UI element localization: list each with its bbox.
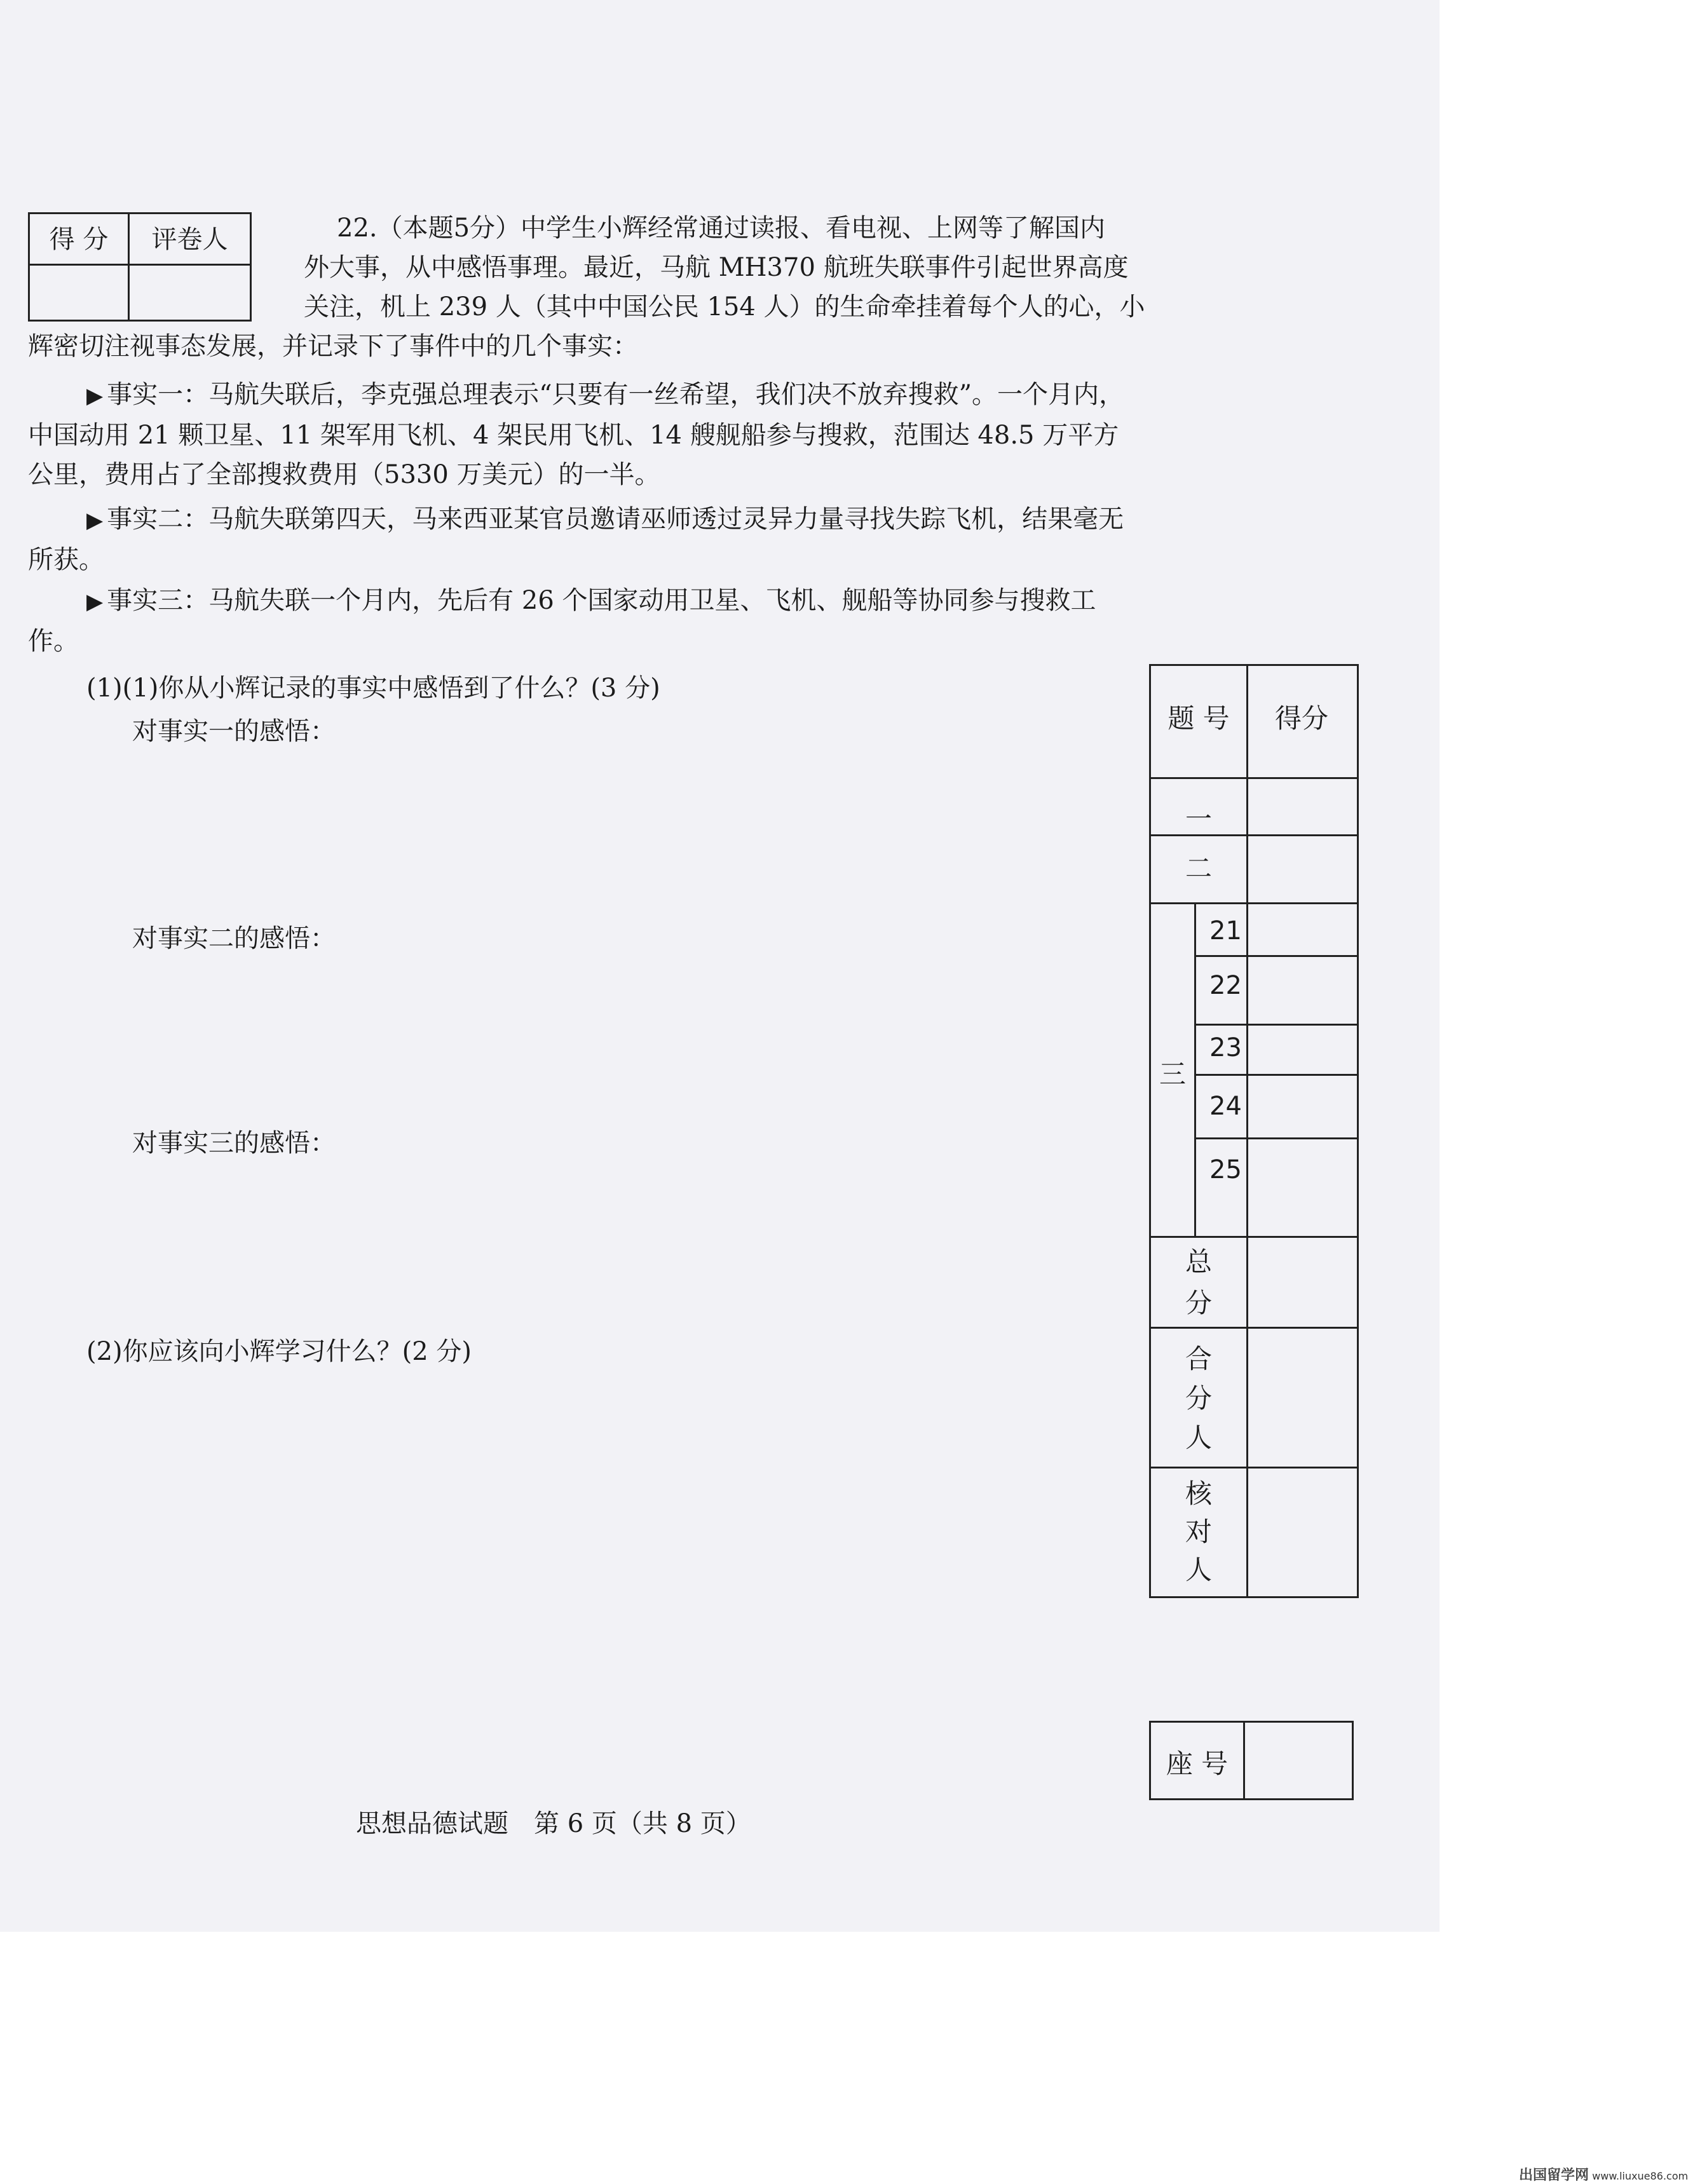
score-table	[1149, 664, 1359, 1598]
row-divider	[1151, 902, 1357, 904]
row-divider	[1151, 1236, 1357, 1238]
row-divider	[1194, 1024, 1357, 1026]
row-divider	[1151, 1467, 1357, 1468]
part-3-label: 三	[1159, 1059, 1186, 1090]
sub-question-1: (1)(1)你从小辉记录的事实中感悟到了什么？(3 分)	[86, 674, 660, 703]
page-footer: 思想品德试题 第 6 页（共 8 页）	[356, 1809, 751, 1838]
combiner-label-3: 人	[1185, 1422, 1212, 1453]
triangle-bullet-icon: ▶	[86, 383, 104, 409]
watermark-url: www.liuxue86.com	[1592, 2170, 1688, 2182]
seat-number-box	[1149, 1721, 1354, 1800]
score-label: 得 分	[49, 225, 109, 254]
score-table-column-divider	[1246, 666, 1248, 1596]
item-25-label: 25	[1209, 1155, 1242, 1184]
fact-3-answer-prompt: 对事实三的感悟：	[132, 1129, 336, 1158]
row-divider	[1151, 1327, 1357, 1329]
part-2-label: 二	[1185, 853, 1212, 884]
watermark-logo	[1519, 2164, 1688, 2184]
checker-label-3: 人	[1185, 1554, 1212, 1585]
question-line-4: 辉密切注视事态发展，并记录下了事件中的几个事实：	[28, 332, 638, 361]
row-divider	[1194, 1074, 1357, 1076]
total-label-1: 总	[1185, 1246, 1212, 1277]
fact-3-text: 事实三：马航失联一个月内，先后有 26 个国家动用卫星、飞机、舰船等协同参与搜救工作。	[28, 586, 1096, 656]
watermark-main-text: 出国留学网	[1519, 2167, 1589, 2183]
seat-number-label: 座 号	[1166, 1748, 1229, 1779]
question-line-2: 外大事，从中感悟事理。最近，马航 MH370 航班失联事件引起世界高度	[304, 253, 1129, 282]
reviewer-label: 评卷人	[151, 225, 228, 254]
item-22-label: 22	[1209, 971, 1242, 1000]
item-23-label: 23	[1209, 1033, 1242, 1062]
fact-1	[28, 375, 1134, 494]
part-1-label: 一	[1185, 803, 1212, 834]
combiner-label-1: 合	[1185, 1343, 1212, 1374]
sub-question-2: (2)你应该向小辉学习什么？(2 分)	[86, 1337, 472, 1366]
scorer-box	[28, 212, 252, 322]
row-divider	[1151, 777, 1357, 779]
fact-1-text: 事实一：马航失联后，李克强总理表示“只要有一丝希望，我们决不放弃搜救”。一个月内，中国动用 21 颗卫星、11 架军用飞机、4 架民用飞机、14 艘舰船参与搜救，范围达 48.5 万平方公里，费用占了全部搜救费用（5330 万美元）的一半。	[28, 380, 1125, 489]
combiner-label-2: 分	[1185, 1383, 1212, 1414]
item-21-label: 21	[1209, 916, 1242, 946]
scorer-box-divider	[30, 264, 250, 266]
row-divider	[1194, 955, 1357, 957]
fact-2-answer-prompt: 对事实二的感悟：	[132, 924, 336, 953]
fact-3	[28, 581, 1134, 661]
checker-label-2: 对	[1185, 1516, 1212, 1547]
item-24-label: 24	[1209, 1092, 1242, 1121]
fact-1-answer-prompt: 对事实一的感悟：	[132, 717, 336, 746]
checker-label-1: 核	[1185, 1478, 1212, 1509]
question-line-3: 关注，机上 239 人（其中中国公民 154 人）的生命牵挂着每个人的心，小	[304, 292, 1145, 322]
triangle-bullet-icon: ▶	[86, 589, 104, 614]
question-line-1: 22.（本题5分）中学生小辉经常通过读报、看电视、上网等了解国内	[337, 214, 1106, 243]
seat-box-divider	[1243, 1723, 1245, 1798]
triangle-bullet-icon: ▶	[86, 508, 104, 533]
row-divider	[1151, 834, 1357, 836]
part-3-inner-divider	[1194, 902, 1196, 1236]
row-divider	[1194, 1137, 1357, 1139]
total-label-2: 分	[1185, 1287, 1212, 1319]
fact-2-text: 事实二：马航失联第四天，马来西亚某官员邀请巫师透过灵异力量寻找失踪飞机，结果毫无所获。	[28, 505, 1124, 574]
header-item-label: 题 号	[1167, 703, 1230, 734]
header-score-label: 得分	[1274, 703, 1328, 734]
fact-2	[28, 499, 1134, 580]
